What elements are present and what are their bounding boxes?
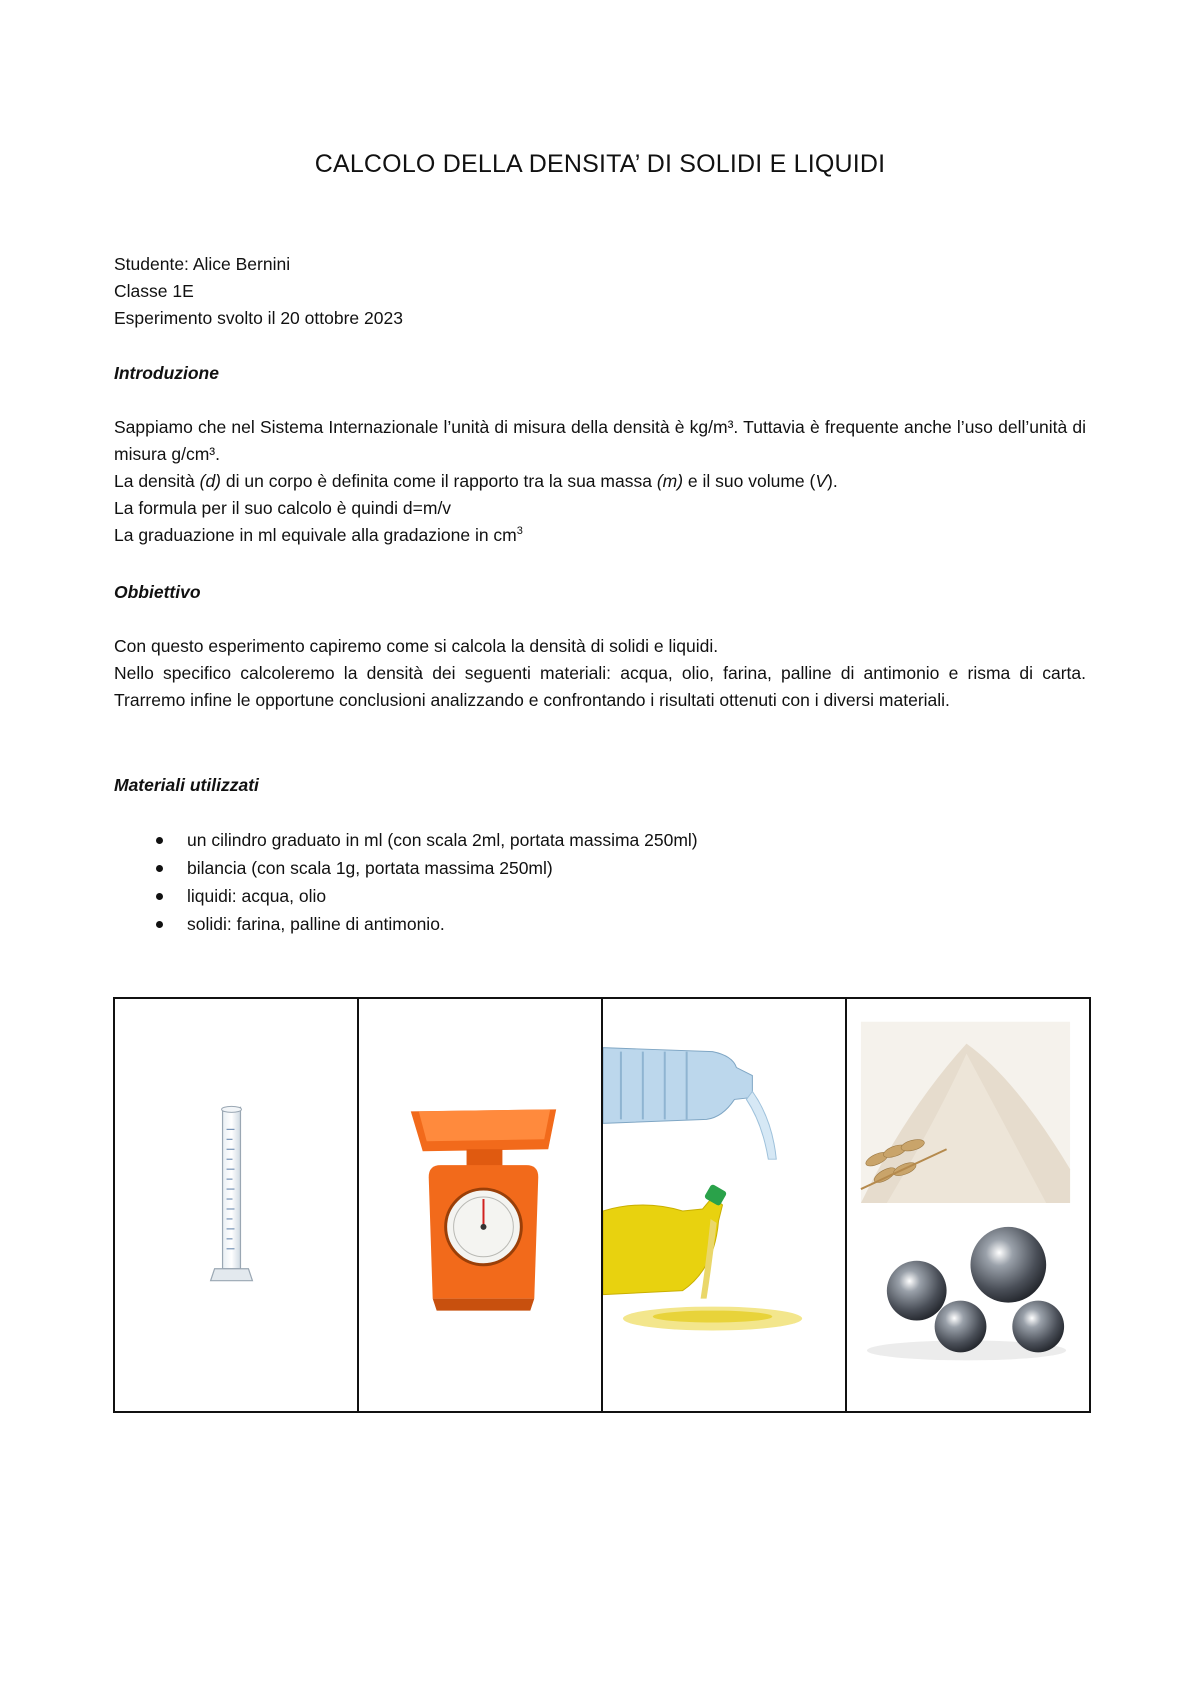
intro-paragraph-definition bbox=[114, 468, 1086, 495]
photo-cell-liquids bbox=[603, 999, 847, 1411]
flour-and-antimony-balls-icon bbox=[847, 999, 1089, 1411]
text-run: di un corpo è definita come il rapporto tra la sua massa bbox=[221, 471, 657, 491]
text-run: e il suo volume ( bbox=[683, 471, 816, 491]
materials-list bbox=[114, 826, 1086, 938]
objective-paragraph-1: Con questo esperimento capiremo come si calcola la densità di solidi e liquidi. bbox=[114, 636, 719, 656]
text-run: La graduazione in ml equivale alla gradazione in cm bbox=[114, 525, 517, 545]
graduated-cylinder-icon bbox=[115, 999, 357, 1411]
superscript: 3 bbox=[516, 525, 523, 538]
list-item: liquidi: acqua, olio bbox=[114, 882, 1086, 910]
text-run: ). bbox=[827, 471, 838, 491]
page-title: CALCOLO DELLA DENSITA’ DI SOLIDI E LIQUIDI bbox=[314, 150, 886, 178]
objective-heading: Obbiettivo bbox=[114, 582, 201, 602]
photo-cell-cylinder bbox=[115, 999, 359, 1411]
introduction-text bbox=[114, 414, 1086, 549]
objective-text bbox=[114, 633, 1086, 714]
symbol-m: (m) bbox=[656, 471, 684, 491]
intro-paragraph-formula: La formula per il suo calcolo è quindi d=m/v bbox=[114, 498, 452, 518]
water-and-oil-icon bbox=[603, 999, 845, 1411]
symbol-v: V bbox=[815, 471, 828, 491]
intro-paragraph-graduation bbox=[114, 522, 1086, 549]
text-run: La densità bbox=[114, 471, 200, 491]
experiment-date: Esperimento svolto il 20 ottobre 2023 bbox=[114, 308, 403, 328]
list-item: bilancia (con scala 1g, portata massima 250ml) bbox=[114, 854, 1086, 882]
intro-paragraph-units: Sappiamo che nel Sistema Internazionale l’unità di misura della densità è kg/m³. Tuttavia è frequente anche l’uso dell’unità di misura g/cm³. bbox=[114, 417, 1086, 464]
materials-photo-table bbox=[113, 997, 1091, 1413]
photo-cell-solids bbox=[847, 999, 1089, 1411]
student-class: Classe 1E bbox=[114, 281, 194, 301]
introduction-heading: Introduzione bbox=[114, 363, 219, 383]
student-name: Studente: Alice Bernini bbox=[114, 254, 291, 274]
list-item: solidi: farina, palline di antimonio. bbox=[114, 910, 1086, 938]
kitchen-scale-icon bbox=[359, 999, 601, 1411]
symbol-d: (d) bbox=[199, 471, 222, 491]
list-item: un cilindro graduato in ml (con scala 2ml, portata massima 250ml) bbox=[114, 826, 1086, 854]
materials-heading: Materiali utilizzati bbox=[114, 775, 259, 795]
photo-cell-scale bbox=[359, 999, 603, 1411]
student-info bbox=[114, 251, 1086, 332]
objective-paragraph-2: Nello specifico calcoleremo la densità dei seguenti materiali: acqua, olio, farina, palline di antimonio e risma di carta. Trarremo infine le opportune conclusioni analizzando e confrontando i risultati ottenuti con i diversi materiali. bbox=[114, 663, 1086, 710]
